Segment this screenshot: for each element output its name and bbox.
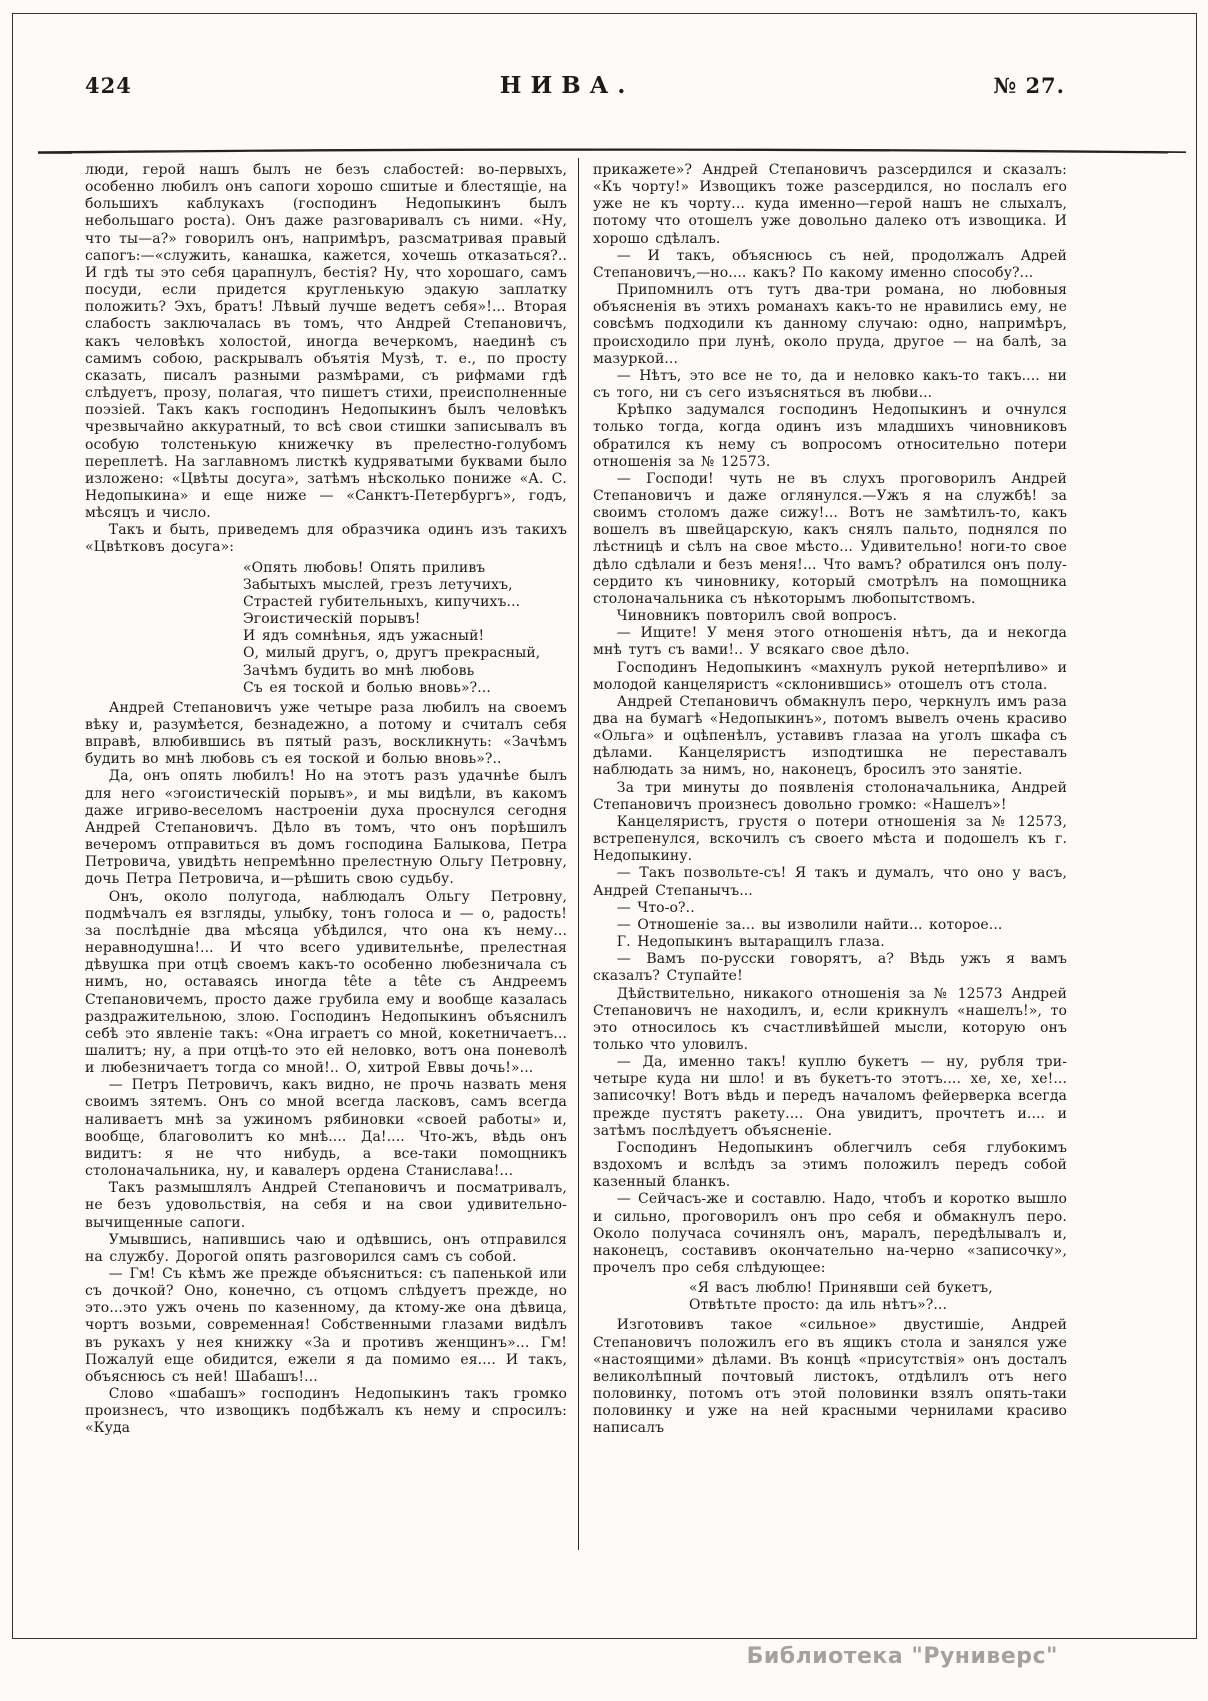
paragraph: — Петръ Петровичъ, какъ видно, не прочь назвать меня своимъ зятемъ. Онъ со мной всегда ласковъ, самъ всегда наливаетъ мнѣ за ужиномъ рябиновки «своей работы» и, вообще, благоволитъ ко мнѣ.... Да!.... Что-жъ, вѣдь онъ видитъ: я не что нибудь, а все-таки помощникъ столоначальника, ну, и кавалеръ ордена Станислава!... [85, 1077, 567, 1180]
swelled-rule-divider [38, 146, 1186, 155]
poem-line: И ядъ сомнѣнья, ядъ ужасный! [243, 628, 485, 645]
poem-line: Эгоистическій порывъ! [243, 611, 421, 628]
paragraph: Чиновникъ повторилъ свой вопросъ. [616, 608, 898, 625]
poem-line: Страстей губительныхъ, кипучихъ... [243, 593, 521, 610]
paragraph: Такъ и быть, приведемъ для образчика одинъ изъ такихъ «Цвѣтковъ досуга»: [85, 522, 567, 556]
right-text-column [593, 162, 1067, 1554]
poem-line: О, милый другъ, о, другъ прекрасный, [243, 645, 541, 662]
paragraph: — Отношеніе за... вы изволили найти... которое... [616, 916, 1003, 933]
paragraph: прикажете»? Андрей Степановичъ разсердился и сказалъ: «Къ чорту!» Извощикъ тоже разсердился, но послалъ его уже не къ чорту... куда именно—герой нашъ не слыхалъ, потому что отошелъ уже довольно далеко отъ извощика. И хорошо сдѣлалъ. [593, 162, 1067, 247]
paragraph: — Гм! Съ кѣмъ же прежде объясниться: съ папенькой или съ дочкой? Оно, конечно, съ отцомъ слѣдуетъ прежде, но это...это ужъ очень по казенному, да ктому-же она дѣвица, чортъ возьми, современная! Собственными глазами видѣлъ въ рукахъ у нея книжку «За и противъ женщинъ»... Гм! Пожалуй еще обидится, ежели я да помимо ея.... И такъ, объяснюсь съ ней! Шабашъ!... [85, 1266, 567, 1385]
paragraph: За три минуты до появленія столоначальника, Андрей Степановичъ произнесъ довольно громко: «Нашелъ»! [593, 779, 1067, 813]
page-header [85, 72, 1065, 99]
poem-block [689, 1280, 1067, 1314]
paragraph: — Ищите! У меня этого отношенія нѣтъ, да и некогда мнѣ тутъ съ вами!.. У всякаго свое дѣло. [593, 625, 1067, 659]
paragraph: — Господи! чуть не въ слухъ проговорилъ Андрей Степановичъ и даже оглянулся.—Ужъ я на службѣ! за своимъ столомъ даже сижу!... Вотъ не замѣтилъ-то, какъ вошелъ въ швейцарскую, какъ снялъ пальто, поднялся по лѣстницѣ и сѣлъ на свое мѣсто... Удивительно! ноги-то свое дѣло сдѣлали и безъ меня!... Что вамъ? обратился онъ полу-сердито къ чиновнику, который смотрѣлъ на помощника столоначальника съ нѣкоторымъ любопытствомъ. [593, 470, 1067, 607]
paragraph: — Вамъ по-русски говорятъ, а? Вѣдь ужъ я вамъ сказалъ? Ступайте! [593, 951, 1067, 985]
paragraph: Изготовивъ такое «сильное» двустишіе, Андрей Степановичъ положилъ его въ ящикъ стола и занялся уже «настоящими» дѣлами. Въ концѣ «присутствія» онъ досталъ великолѣпный почтовый листокъ, отдѣлилъ отъ него половинку, потомъ отъ этой половинки взялъ опять-таки половинку и уже на ней красными чернилами красиво написалъ [593, 1317, 1067, 1437]
paragraph: Слово «шабашъ» господинъ Недопыкинъ такъ громко произнесъ, что извощикъ подбѣжалъ къ нему и спросилъ: «Куда [85, 1386, 567, 1437]
library-watermark: Библиотека "Руниверс" [746, 1644, 1058, 1669]
paragraph: Дѣйствительно, никакого отношенія за № 12573 Андрей Степановичъ не находилъ, и, если крикнулъ «нашелъ!», то это относилось къ счастливѣйшей мысли, которую онъ только что уловилъ. [593, 985, 1067, 1053]
paragraph: Умывшись, напившись чаю и одѣвшись, онъ отправился на службу. Дорогой опять разговорился самъ съ собой. [85, 1231, 567, 1265]
left-text-column [85, 162, 567, 1554]
paragraph: — И такъ, объяснюсь съ ней, продолжалъ Адрей Степановичъ,—но.... какъ? По какому именно способу?... [593, 247, 1067, 281]
issue-number: № 27. [993, 73, 1065, 98]
paragraph: Андрей Степановичъ уже четыре раза любилъ на своемъ вѣку и, разумѣется, безнадежно, а потому и считалъ себя вправѣ, влюбившись въ пятый разъ, воскликнуть: «Зачѣмъ будить во мнѣ любовь съ ея тоской и болью вновь»?.. [85, 699, 567, 768]
paragraph: Канцеляристъ, грустя о потери отношенія за № 12573, встрепенулся, вскочилъ съ своего мѣста и подошелъ къ г. Недопыкину. [593, 813, 1067, 865]
paragraph: — Сейчасъ-же и составлю. Надо, чтобъ и коротко вышло и сильно, проговорилъ онъ про себя и обмакнулъ перо. Около получаса сочинялъ онъ, маралъ, передѣлывалъ и, наконецъ, составивъ окончательно на-черно «записочку», прочелъ про себя слѣдующее: [593, 1191, 1067, 1276]
poem-line: «Опять любовь! Опять приливъ [243, 559, 486, 576]
paragraph: — Такъ позвольте-съ! Я такъ и думалъ, что оно у васъ, Андрей Степанычъ... [593, 865, 1067, 899]
poem-line: Съ ея тоской и болью вновь»?... [243, 679, 491, 696]
paragraph: Господинъ Недопыкинъ облегчилъ себя глубокимъ вздохомъ и вслѣдъ за этимъ положилъ передъ собой казенный бланкъ. [593, 1139, 1067, 1191]
magazine-title: НИВА. [499, 72, 635, 99]
poem-line: Отвѣтьте просто: да иль нѣтъ»?... [689, 1297, 947, 1314]
paragraph: Господинъ Недопыкинъ «махнулъ рукой нетерпѣливо» и молодой канцеляристъ «склонившись» отошелъ отъ стола. [593, 659, 1067, 693]
paragraph: Андрей Степановичъ обмакнулъ перо, черкнулъ имъ раза два на бумагѣ «Недопыкинъ», потомъ вывелъ очень красиво «Ольга» и оцѣпенѣлъ, уставивъ глазаа на уголъ шкафа съ дѣлами. Канцеляристъ изподтишка не переставалъ наблюдать за нимъ, но, наконецъ, бросилъ это занятіе. [593, 693, 1067, 779]
paragraph: Крѣпко задумался господинъ Недопыкинъ и очнулся только тогда, когда одинъ изъ младшихъ чиновниковъ обратился къ нему съ вопросомъ относительно потери отношенія за № 12573. [593, 402, 1067, 470]
paragraph: — Да, именно такъ! куплю букетъ — ну, рубля три-четыре куда ни шло! и въ букетъ-то этотъ.... хе, хе, хе!... записочку! Вотъ вѣдь и передъ началомъ фейерверка всегда прежде пустятъ ракету.... Она увидитъ, прочтетъ и.... и затѣмъ послѣдуетъ объясненіе. [593, 1054, 1067, 1139]
poem-line: Забытыхъ мыслей, грезъ летучихъ, [243, 576, 513, 593]
paragraph: Такъ размышлялъ Андрей Степановичъ и посматривалъ, не безъ удовольствія, на себя и на свои удивительно-вычищенные сапоги. [85, 1180, 567, 1231]
paragraph: — Что-о?.. [616, 899, 695, 916]
paragraph: Г. Недопыкинъ вытаращилъ глаза. [616, 934, 885, 951]
column-divider-rule [578, 158, 579, 1550]
poem-block [243, 560, 567, 697]
paragraph: Да, онъ опять любилъ! Но на этотъ разъ удачнѣе былъ для него «эгоистическій порывъ», и мы видѣли, въ какомъ даже игриво-веселомъ настроеніи духа проснулся сегодня Андрей Степановичъ. Дѣло въ томъ, что онъ порѣшилъ вечеромъ отправиться въ домъ господина Балыкова, Петра Петровича, увидѣть непремѣнно прелестную Ольгу Петровну, дочь Петра Петровича, и—рѣшить свою судьбу. [85, 768, 567, 888]
paragraph: Онъ, около полугода, наблюдалъ Ольгу Петровну, подмѣчалъ ея взгляды, улыбку, тонъ голоса и — о, радость! за послѣдніе два мѣсяца убѣдился, что она къ нему... неравнодушна!... И что всего удивительнѣе, прелестная дѣвушка при отцѣ своемъ какъ-то особенно любезничала съ нимъ, но, оставаясь иногда tête a tête съ Андреемъ Степановичемъ, просто даже грубила ему и вообще казалась раздражительною, злою. Господинъ Недопыкинъ объяснилъ себѣ это явленіе такъ: «Она играетъ со мной, кокетничаетъ... шалитъ; ну, а при отцѣ-то это ей неловко, вотъ она поневолѣ и любезничаетъ тогда со мной!.. О, хитрой Еввы дочь!»... [85, 888, 567, 1077]
paragraph: люди, герой нашъ былъ не безъ слабостей: во-первыхъ, особенно любилъ онъ сапоги хорошо сшитые и блестящіе, на большихъ каблукахъ (господинъ Недопыкинъ былъ небольшаго роста). Онъ даже разговаривалъ съ ними. «Ну, что ты—а?» говорилъ онъ, напримѣръ, разсматривая правый сапогъ:—«служить, канашка, кажется, хочешь отказаться?.. И гдѣ ты это себя царапнулъ, бестія? Ну, что хорошаго, самъ посуди, если придется кругленькую эдакую заплатку положить? Эхъ, братъ! Лѣвый лучше ведетъ себя»!... Вторая слабость заключалась въ томъ, что Андрей Степановичъ, какъ человѣкъ холостой, иногда вечеркомъ, наединѣ съ самимъ собою, раскрывалъ объятія Музѣ, т. е., по просту сказать, писалъ разными размѣрами, съ рифмами гдѣ слѣдуетъ, прозу, полагая, что пишетъ стихи, преисполненные поэзіей. Такъ какъ господинъ Недопыкинъ былъ человѣкъ чрезвычайно аккуратный, то всѣ свои стишки записывалъ въ особую толстенькую книжечку въ прелестно-голубомъ переплетѣ. На заглавномъ листкѣ кудряватыми буквами было изложено: «Цвѣты досуга», затѣмъ нѣсколько пониже «А. С. Недопыкина» и еще ниже — «Санктъ-Петербургъ», годъ, мѣсяцъ и число. [85, 162, 567, 522]
paragraph: — Нѣтъ, это все не то, да и неловко какъ-то такъ.... ни съ того, ни съ сего изъясняться въ любви... [593, 367, 1067, 402]
paragraph: Припомнилъ отъ тутъ два-три романа, но любовныя объясненія въ этихъ романахъ какъ-то не нравились ему, не совсѣмъ подходили къ данному случаю: одно, напримѣръ, происходило при лунѣ, около пруда, другое — на балѣ, за мазуркой... [593, 282, 1067, 367]
page-number: 424 [85, 73, 132, 98]
poem-line: Зачѣмъ будить во мнѣ любовь [243, 662, 475, 679]
poem-line: «Я васъ люблю! Принявши сей букетъ, [689, 1280, 993, 1297]
